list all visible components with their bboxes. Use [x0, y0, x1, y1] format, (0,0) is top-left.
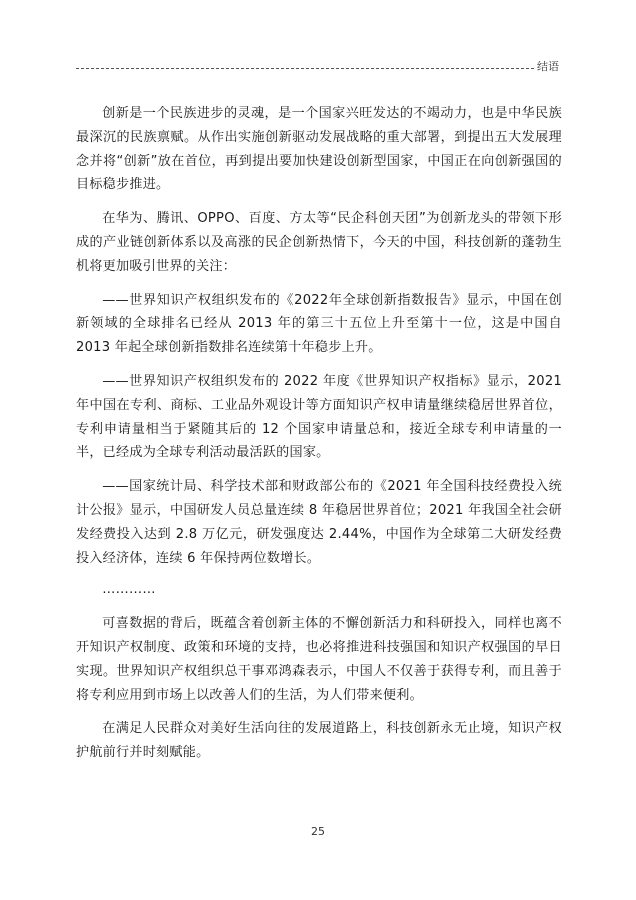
- paragraph-behind-data: 可喜数据的背后，既蕴含着创新主体的不懈创新活力和科研投入，同样也离不开知识产权制度、政策和环境的支持，也必将推进科技强国和知识产权强国的早日实现。世界知识产权组织总干事邓鸿森表示，中国人不仅善于获得专利，而且善于将专利应用到市场上以改善人们的生活，为人们带来便利。: [76, 616, 562, 703]
- page-number: 25: [311, 825, 325, 838]
- ellipsis: …………: [102, 582, 156, 598]
- section-label: 结语: [537, 60, 559, 73]
- header-divider: [76, 68, 534, 69]
- body-text: [76, 102, 562, 765]
- paragraph-rd-funding: ——国家统计局、科学技术部和财政部公布的《2021 年全国科技经费投入统计公报》显示，中国研发人员总量连续 8 年稳居世界首位；2021 年我国全社会研发经费投入达到 2.8 万亿元，研发强度达 2.44%，中国作为全球第二大研发经费投入经济体，连续 6 年保持两位数增长。: [76, 479, 562, 566]
- paragraph-private-enterprises: 在华为、腾讯、OPPO、百度、方太等“民企科创天团”为创新龙头的带领下形成的产业链创新体系以及高涨的民企创新热情下，今天的中国，科技创新的蓬勃生机将更加吸引世界的关注：: [76, 211, 562, 274]
- paragraph-intro: 创新是一个民族进步的灵魂，是一个国家兴旺发达的不竭动力，也是中华民族最深沉的民族禀赋。从作出实施创新驱动发展战略的重大部署，到提出五大发展理念并将“创新”放在首位，再到提出要加快建设创新型国家，中国正在向创新强国的目标稳步推进。: [76, 106, 562, 193]
- paragraph-global-innovation-index: ——世界知识产权组织发布的《2022年全球创新指数报告》显示，中国在创新领域的全球排名已经从 2013 年的第三十五位上升至第十一位，这是中国自 2013 年起全球创新指数排名连续第十年稳步上升。: [76, 292, 562, 356]
- paragraph-ip-indicators: ——世界知识产权组织发布的 2022 年度《世界知识产权指标》显示，2021 年中国在专利、商标、工业品外观设计等方面知识产权申请量继续稳居世界首位，专利申请量相当于紧随其后的 12 个国家申请量总和，接近全球专利申请量的一半，已经成为全球专利活动最活跃的国家。: [76, 373, 562, 461]
- paragraph-conclusion: 在满足人民群众对美好生活向往的发展道路上，科技创新永无止境，知识产权护航前行并时刻赋能。: [76, 721, 562, 761]
